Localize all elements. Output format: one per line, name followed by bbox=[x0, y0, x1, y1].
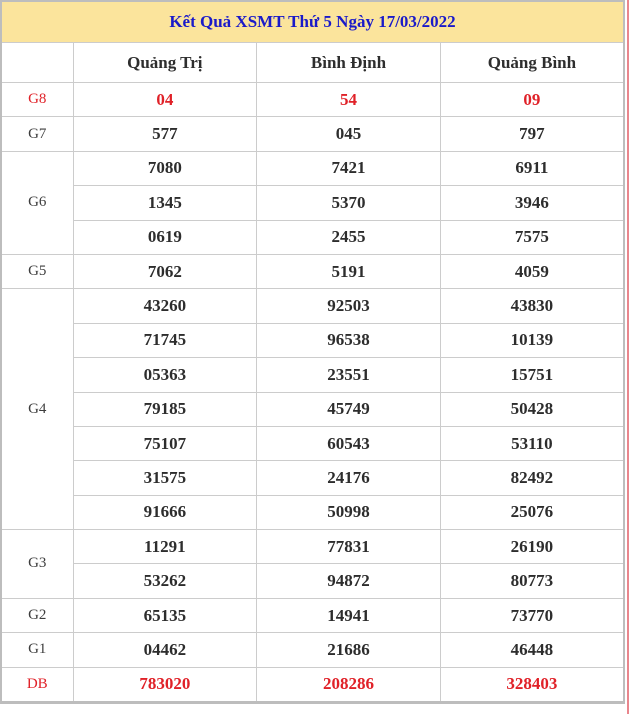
prize-value: 65135 bbox=[73, 598, 257, 632]
prize-value: 53110 bbox=[440, 426, 624, 460]
prize-value: 0619 bbox=[73, 220, 257, 254]
prize-value: 25076 bbox=[440, 495, 624, 529]
prize-value: 04 bbox=[73, 83, 257, 117]
page-title: Kết Quả XSMT Thứ 5 Ngày 17/03/2022 bbox=[1, 1, 624, 43]
prize-value: 82492 bbox=[440, 461, 624, 495]
table-row bbox=[1, 530, 624, 564]
prize-value: 43260 bbox=[73, 289, 257, 323]
table-row bbox=[1, 186, 624, 220]
prize-value: 3946 bbox=[440, 186, 624, 220]
prize-value: 45749 bbox=[257, 392, 441, 426]
prize-value: 6911 bbox=[440, 151, 624, 185]
prize-value: 1345 bbox=[73, 186, 257, 220]
prize-value: 783020 bbox=[73, 667, 257, 702]
prize-value: 91666 bbox=[73, 495, 257, 529]
prize-value: 7062 bbox=[73, 254, 257, 288]
table-row bbox=[1, 495, 624, 529]
prize-label-db: DB bbox=[1, 667, 73, 702]
table-row bbox=[1, 564, 624, 598]
column-header-quang-tri: Quảng Trị bbox=[73, 43, 257, 83]
prize-value: 26190 bbox=[440, 530, 624, 564]
prize-value: 577 bbox=[73, 117, 257, 151]
prize-label-g7: G7 bbox=[1, 117, 73, 151]
prize-value: 75107 bbox=[73, 426, 257, 460]
prize-value: 208286 bbox=[257, 667, 441, 702]
table-row bbox=[1, 323, 624, 357]
prize-value: 79185 bbox=[73, 392, 257, 426]
prize-value: 50998 bbox=[257, 495, 441, 529]
prize-value: 7421 bbox=[257, 151, 441, 185]
prize-value: 5191 bbox=[257, 254, 441, 288]
prize-value: 31575 bbox=[73, 461, 257, 495]
prize-value: 71745 bbox=[73, 323, 257, 357]
table-row bbox=[1, 358, 624, 392]
prize-value: 54 bbox=[257, 83, 441, 117]
prize-value: 797 bbox=[440, 117, 624, 151]
prize-label-g4: G4 bbox=[1, 289, 73, 530]
prize-label-g6: G6 bbox=[1, 151, 73, 254]
column-header-quang-binh: Quảng Bình bbox=[440, 43, 624, 83]
prize-label-g2: G2 bbox=[1, 598, 73, 632]
prize-value: 328403 bbox=[440, 667, 624, 702]
table-row bbox=[1, 461, 624, 495]
prize-value: 46448 bbox=[440, 633, 624, 667]
table-row bbox=[1, 426, 624, 460]
prize-value: 60543 bbox=[257, 426, 441, 460]
table-row bbox=[1, 220, 624, 254]
prize-label-g8: G8 bbox=[1, 83, 73, 117]
prize-value: 53262 bbox=[73, 564, 257, 598]
table-row bbox=[1, 667, 624, 702]
prize-value: 10139 bbox=[440, 323, 624, 357]
prize-value: 23551 bbox=[257, 358, 441, 392]
prize-value: 2455 bbox=[257, 220, 441, 254]
prize-value: 43830 bbox=[440, 289, 624, 323]
prize-value: 5370 bbox=[257, 186, 441, 220]
table-row bbox=[1, 117, 624, 151]
prize-value: 14941 bbox=[257, 598, 441, 632]
prize-value: 92503 bbox=[257, 289, 441, 323]
table-row bbox=[1, 598, 624, 632]
column-header-binh-dinh: Bình Định bbox=[257, 43, 441, 83]
table-row bbox=[1, 254, 624, 288]
prize-value: 15751 bbox=[440, 358, 624, 392]
prize-value: 7080 bbox=[73, 151, 257, 185]
prize-value: 05363 bbox=[73, 358, 257, 392]
table-row bbox=[1, 289, 624, 323]
prize-value: 04462 bbox=[73, 633, 257, 667]
prize-value: 50428 bbox=[440, 392, 624, 426]
prize-value: 09 bbox=[440, 83, 624, 117]
prize-value: 77831 bbox=[257, 530, 441, 564]
prize-label-g5: G5 bbox=[1, 254, 73, 288]
prize-value: 11291 bbox=[73, 530, 257, 564]
prize-value: 4059 bbox=[440, 254, 624, 288]
table-row bbox=[1, 151, 624, 185]
prize-value: 80773 bbox=[440, 564, 624, 598]
prize-value: 73770 bbox=[440, 598, 624, 632]
prize-value: 96538 bbox=[257, 323, 441, 357]
prize-value: 7575 bbox=[440, 220, 624, 254]
prize-label-g3: G3 bbox=[1, 530, 73, 599]
table-row bbox=[1, 392, 624, 426]
table-row bbox=[1, 633, 624, 667]
prize-value: 045 bbox=[257, 117, 441, 151]
table-row bbox=[1, 83, 624, 117]
prize-value: 24176 bbox=[257, 461, 441, 495]
prize-value: 21686 bbox=[257, 633, 441, 667]
title-row bbox=[1, 1, 624, 43]
prize-value: 94872 bbox=[257, 564, 441, 598]
header-row bbox=[1, 43, 624, 83]
corner-cell bbox=[1, 43, 73, 83]
prize-label-g1: G1 bbox=[1, 633, 73, 667]
